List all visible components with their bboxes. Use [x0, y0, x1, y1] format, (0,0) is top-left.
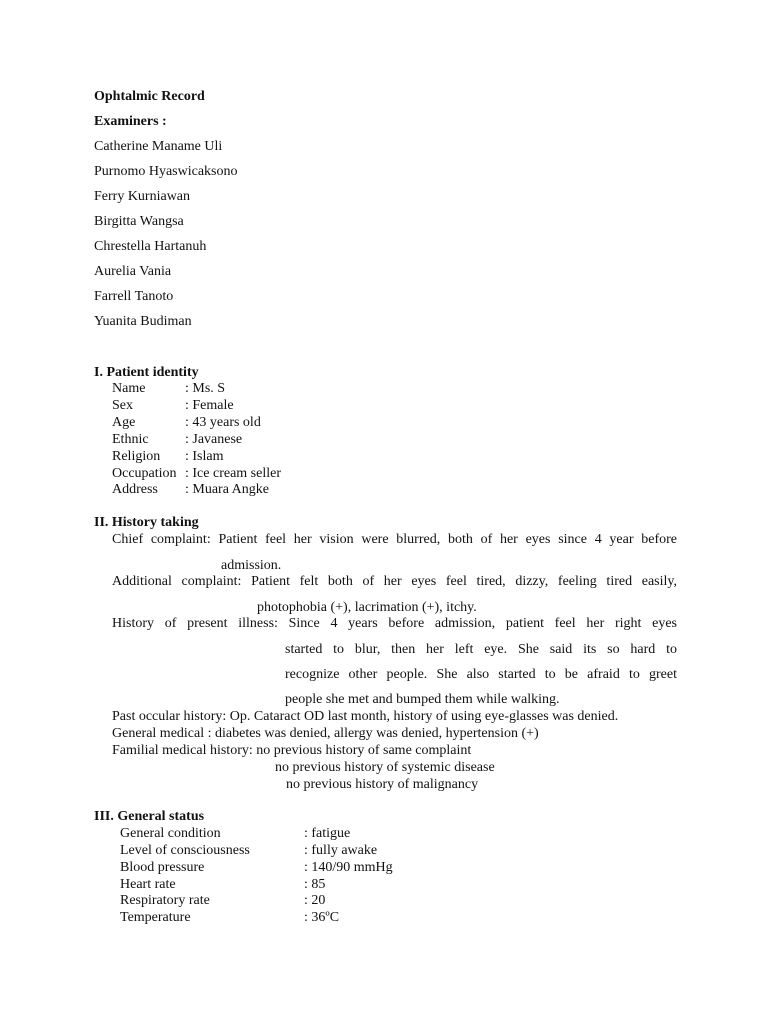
field-label: Heart rate [120, 877, 176, 892]
field-value: : fully awake [304, 843, 378, 858]
field-label: Level of consciousness [120, 843, 250, 858]
familial-history-line: Familial medical history: no previous history of same complaint [112, 743, 472, 758]
history-taking-heading: II. History taking [94, 515, 199, 530]
field-value: : Islam [185, 449, 224, 464]
examiner-name: Yuanita Budiman [94, 314, 192, 329]
field-value: : 36ºC [304, 910, 340, 925]
additional-complaint-line: photophobia (+), lacrimation (+), itchy. [257, 600, 477, 615]
familial-history-line: no previous history of systemic disease [275, 760, 495, 775]
record-title: Ophtalmic Record [94, 89, 205, 104]
field-label: Address [112, 482, 158, 497]
present-illness-line: recognize other people. She also started to be afraid to greet [285, 667, 677, 682]
field-value: : Muara Angke [185, 482, 269, 497]
field-label: General condition [120, 826, 221, 841]
examiner-name: Birgitta Wangsa [94, 214, 184, 229]
field-value: : fatigue [304, 826, 351, 841]
field-value: : Female [185, 398, 234, 413]
field-value: : 85 [304, 877, 326, 892]
patient-identity-heading: I. Patient identity [94, 365, 199, 380]
field-label: Temperature [120, 910, 191, 925]
field-label: Blood pressure [120, 860, 205, 875]
field-label: Respiratory rate [120, 893, 210, 908]
field-label: Religion [112, 449, 161, 464]
examiner-name: Farrell Tanoto [94, 289, 174, 304]
chief-complaint-line: Chief complaint: Patient feel her vision were blurred, both of her eyes since 4 year before [112, 532, 677, 547]
additional-complaint-line: Additional complaint: Patient felt both of her eyes feel tired, dizzy, feeling tired easily, [112, 574, 677, 589]
past-ocular-history: Past occular history: Op. Cataract OD last month, history of using eye-glasses was denied. [112, 709, 619, 724]
examiner-name: Purnomo Hyaswicaksono [94, 164, 238, 179]
general-status-heading: III. General status [94, 809, 205, 824]
present-illness-line: History of present illness: Since 4 years before admission, patient feel her right eyes [112, 616, 677, 631]
field-value: : Javanese [185, 432, 243, 447]
field-label: Age [112, 415, 136, 430]
examiner-name: Aurelia Vania [94, 264, 172, 279]
field-label: Occupation [112, 466, 177, 481]
field-label: Ethnic [112, 432, 149, 447]
present-illness-line: started to blur, then her left eye. She said its so hard to [285, 642, 677, 657]
examiner-name: Chrestella Hartanuh [94, 239, 207, 254]
field-value: : Ice cream seller [185, 466, 281, 481]
field-value: : 140/90 mmHg [304, 860, 393, 875]
chief-complaint-line: admission. [221, 558, 282, 573]
general-medical-history: General medical : diabetes was denied, allergy was denied, hypertension (+) [112, 726, 539, 741]
field-label: Sex [112, 398, 133, 413]
examiner-name: Catherine Maname Uli [94, 139, 223, 154]
field-label: Name [112, 381, 146, 396]
familial-history-line: no previous history of malignancy [286, 777, 479, 792]
examiners-heading: Examiners : [94, 114, 167, 129]
examiner-name: Ferry Kurniawan [94, 189, 191, 204]
field-value: : Ms. S [185, 381, 226, 396]
present-illness-line: people she met and bumped them while walking. [285, 692, 560, 707]
field-value: : 43 years old [185, 415, 261, 430]
field-value: : 20 [304, 893, 326, 908]
